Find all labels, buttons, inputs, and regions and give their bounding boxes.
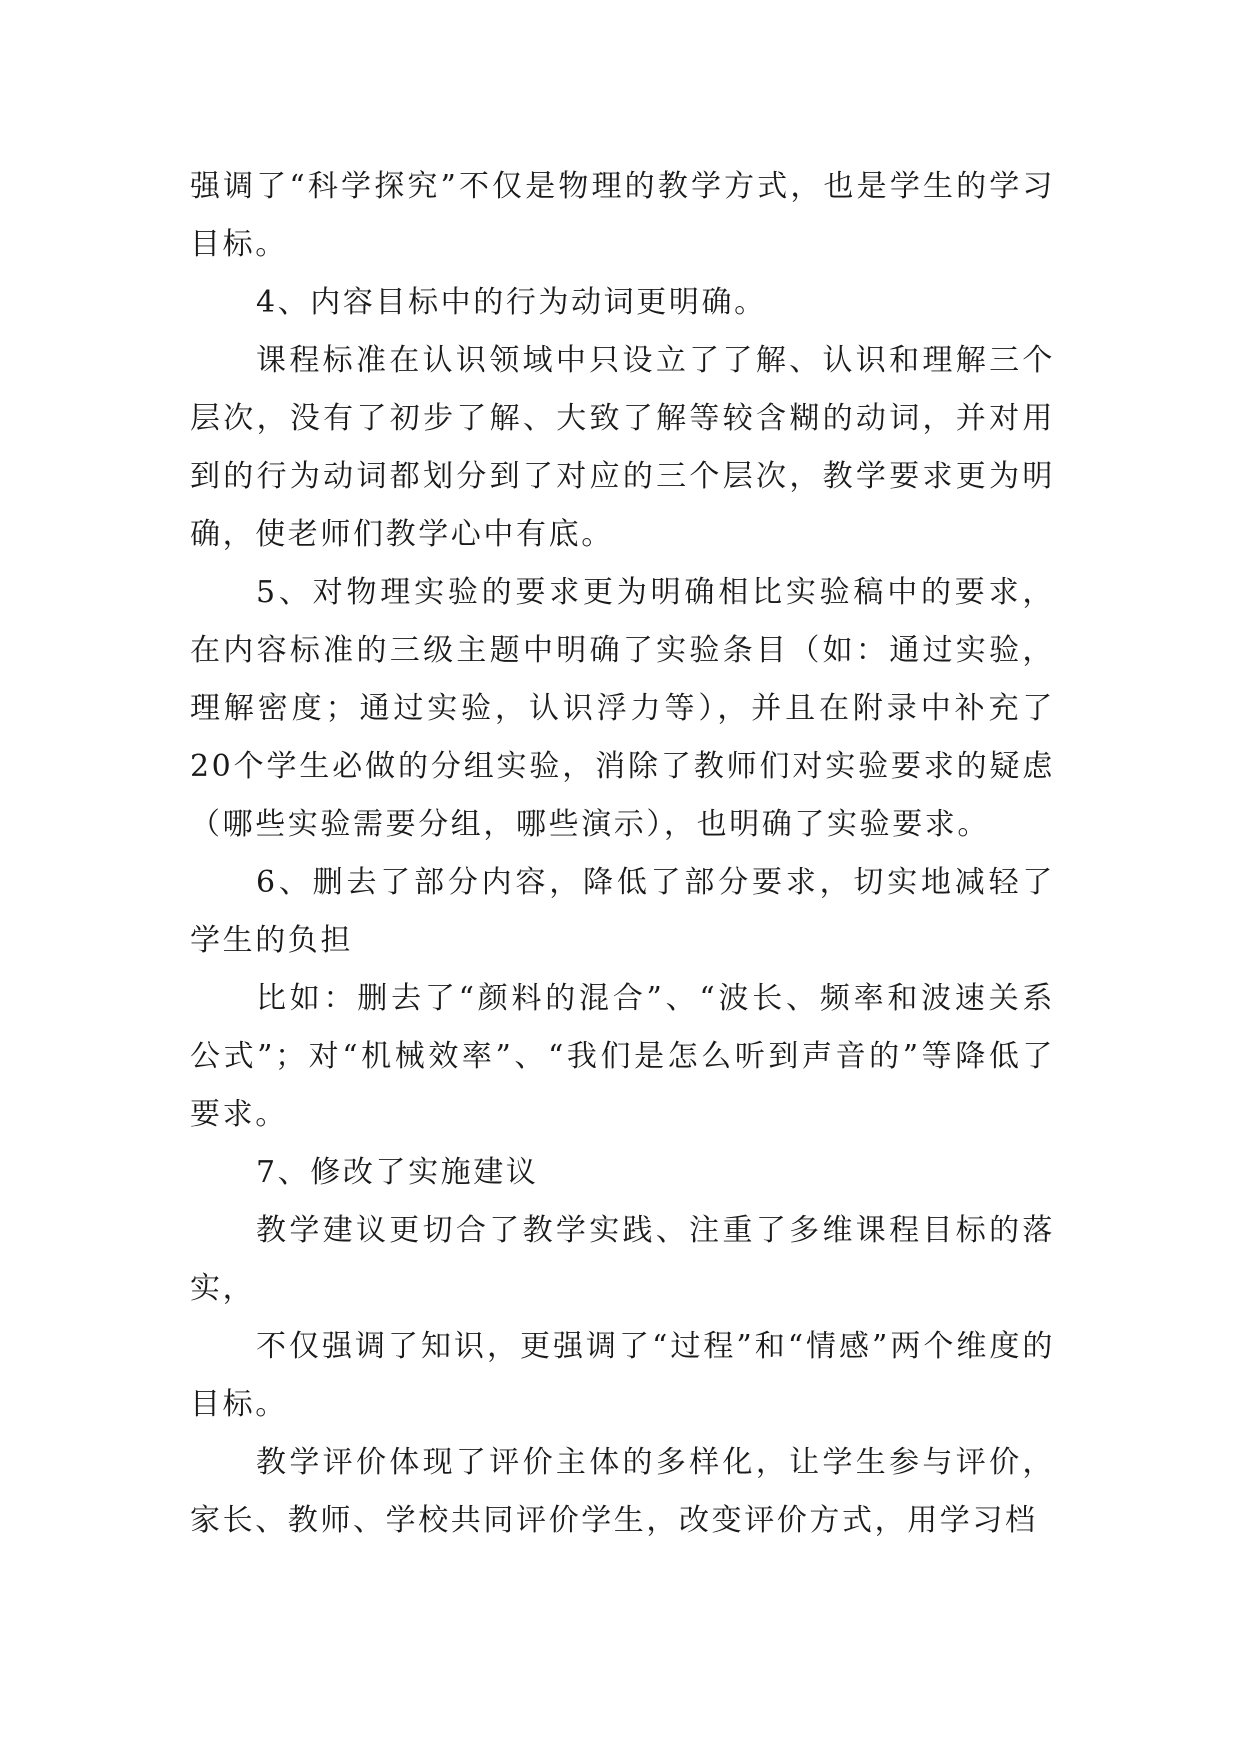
paragraph-10: 教学评价体现了评价主体的多样化，让学生参与评价，家长、教师、学校共同评价学生，改变评价方式，用学习档 xyxy=(190,1445,1055,1538)
paragraph-8: 教学建议更切合了教学实践、注重了多维课程目标的落实， xyxy=(190,1213,1055,1306)
body-text xyxy=(190,158,1055,1550)
paragraph-6: 比如：删去了“颜料的混合”、“波长、频率和波速关系公式”；对“机械效率”、“我们是怎么听到声音的”等降低了要求。 xyxy=(190,981,1055,1132)
paragraph-5: 6、删去了部分内容，降低了部分要求，切实地减轻了学生的负担 xyxy=(190,865,1055,958)
paragraph-4: 5、对物理实验的要求更为明确相比实验稿中的要求，在内容标准的三级主题中明确了实验条目（如：通过实验，理解密度；通过实验，认识浮力等），并且在附录中补充了20个学生必做的分组实验，消除了教师们对实验要求的疑虑（哪些实验需要分组，哪些演示），也明确了实验要求。 xyxy=(190,575,1055,842)
paragraph-2: 4、内容目标中的行为动词更明确。 xyxy=(256,285,767,320)
paragraph-3: 课程标准在认识领域中只设立了了解、认识和理解三个层次，没有了初步了解、大致了解等较含糊的动词，并对用到的行为动词都划分到了对应的三个层次，教学要求更为明确，使老师们教学心中有底。 xyxy=(190,343,1055,552)
paragraph-9: 不仅强调了知识，更强调了“过程”和“情感”两个维度的目标。 xyxy=(190,1329,1055,1422)
paragraph-7: 7、修改了实施建议 xyxy=(256,1155,539,1190)
paragraph-1: 强调了“科学探究”不仅是物理的教学方式，也是学生的学习目标。 xyxy=(190,169,1055,262)
